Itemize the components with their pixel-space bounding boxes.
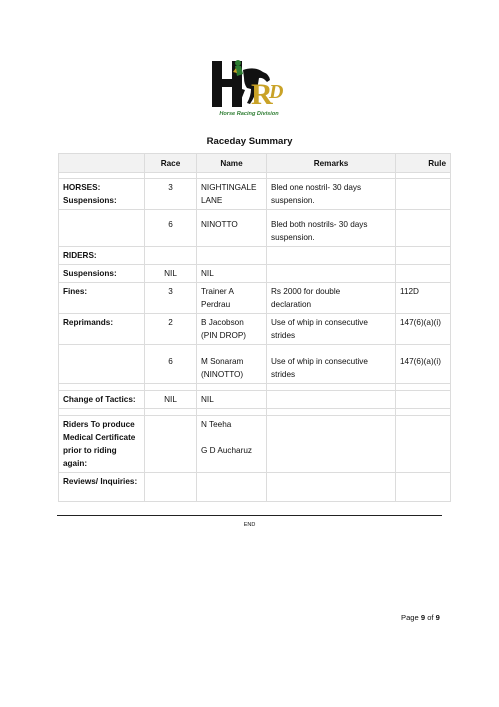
table-row (59, 384, 451, 391)
table-header-row (59, 154, 451, 173)
table-row-rider-suspensions (59, 265, 451, 283)
page-title: Raceday Summary (206, 136, 293, 147)
remarks-cell: Use of whip in consecutive strides (267, 345, 396, 384)
name-cell: Trainer A Perdrau (197, 283, 267, 314)
table-row-fines (59, 283, 451, 314)
fines-label: Fines: (59, 283, 145, 314)
medical-label: Riders To produce Medical Certificate prior to riding again: (59, 416, 145, 473)
end-divider (57, 515, 442, 516)
race-cell: 3 (145, 283, 197, 314)
table-row-riders (59, 247, 451, 265)
header-race: Race (145, 154, 197, 173)
svg-text:D: D (269, 81, 284, 103)
rider-suspensions-label: Suspensions: (59, 265, 145, 283)
header-rule: Rule (396, 154, 451, 173)
reprimands-label: Reprimands: (59, 314, 145, 345)
horse-racing-division-logo (207, 58, 293, 112)
riders-label: RIDERS: (59, 247, 145, 265)
remarks-cell: Bled both nostrils- 30 days suspension. (267, 210, 396, 247)
table-row-horses-2 (59, 210, 451, 247)
race-cell: NIL (145, 391, 197, 409)
race-cell: 6 (145, 345, 197, 384)
table-row-reprimands-2 (59, 345, 451, 384)
name-cell: N Teeha G D Aucharuz (197, 416, 267, 473)
rule-cell: 112D (396, 283, 451, 314)
race-cell: NIL (145, 265, 197, 283)
name-cell: NINOTTO (197, 210, 267, 247)
race-cell: 6 (145, 210, 197, 247)
name-cell: NIL (197, 265, 267, 283)
name-cell: M Sonaram (NINOTTO) (197, 345, 267, 384)
horses-label: HORSES: Suspensions: (59, 179, 145, 210)
name-cell: NIL (197, 391, 267, 409)
name-cell: B Jacobson (PIN DROP) (197, 314, 267, 345)
remarks-cell: Rs 2000 for double declaration (267, 283, 396, 314)
table-row-reviews (59, 473, 451, 502)
rule-cell (396, 179, 451, 210)
page-number: Page 9 of 9 (401, 613, 440, 622)
table-row-reprimands-1 (59, 314, 451, 345)
rule-cell: 147(6)(a)(i) (396, 314, 451, 345)
race-cell: 2 (145, 314, 197, 345)
table-row (59, 409, 451, 416)
remarks-cell: Use of whip in consecutive strides (267, 314, 396, 345)
raceday-summary-table (58, 153, 451, 502)
header-name: Name (197, 154, 267, 173)
end-text: END (243, 522, 256, 528)
header-remarks: Remarks (267, 154, 396, 173)
reviews-label: Reviews/ Inquiries: (59, 473, 145, 502)
header-category (59, 154, 145, 173)
rule-cell (396, 210, 451, 247)
svg-text:R: R (251, 78, 273, 111)
logo-caption: Horse Racing Division (219, 111, 279, 117)
table-row-medical (59, 416, 451, 473)
category-cell (59, 345, 145, 384)
table-row-horses-1 (59, 179, 451, 210)
name-cell: NIGHTINGALE LANE (197, 179, 267, 210)
remarks-cell: Bled one nostril- 30 days suspension. (267, 179, 396, 210)
table-row-change-of-tactics (59, 391, 451, 409)
category-cell (59, 210, 145, 247)
change-of-tactics-label: Change of Tactics: (59, 391, 145, 409)
race-cell: 3 (145, 179, 197, 210)
rule-cell: 147(6)(a)(i) (396, 345, 451, 384)
